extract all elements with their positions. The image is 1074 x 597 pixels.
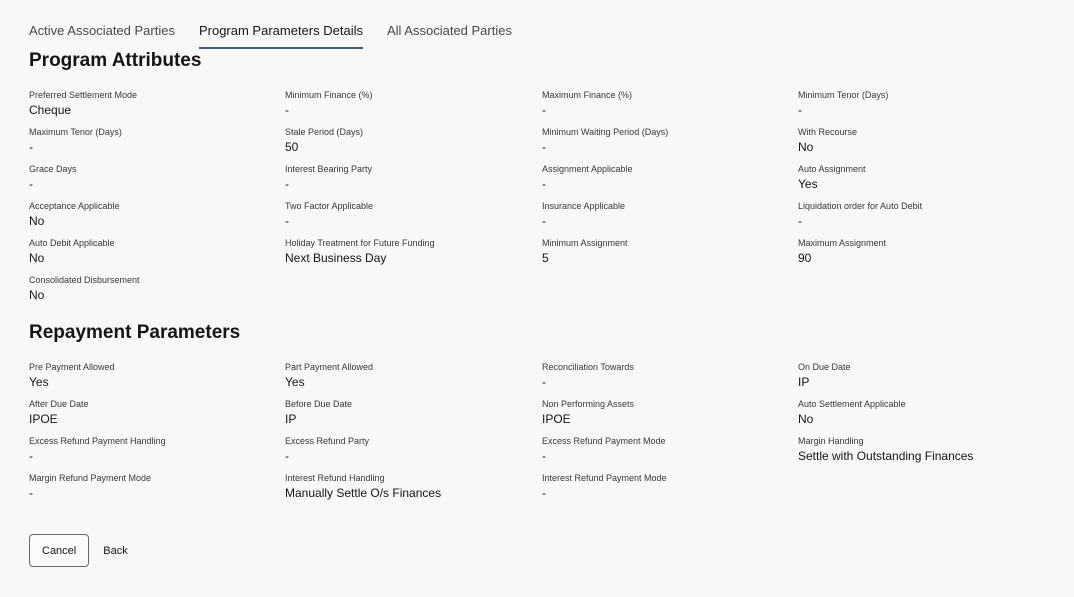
field-grace-days [29, 164, 285, 194]
field-excess-refund-party [285, 436, 542, 466]
field-label: Non Performing Assets [542, 399, 635, 409]
field-label: Before Due Date [285, 399, 353, 409]
field-maximum-tenor [29, 127, 285, 157]
field-label: Auto Debit Applicable [29, 238, 115, 248]
field-label: Maximum Tenor (Days) [29, 127, 122, 137]
field-value: No [29, 214, 45, 228]
field-value: - [542, 486, 546, 500]
tab-active-associated-parties[interactable]: Active Associated Parties [29, 23, 175, 38]
field-margin-handling [798, 436, 1074, 466]
field-on-due-date [798, 362, 1074, 392]
field-interest-refund-payment-mode [542, 473, 798, 503]
field-label: Acceptance Applicable [29, 201, 120, 211]
field-label: Liquidation order for Auto Debit [798, 201, 923, 211]
field-interest-bearing-party [285, 164, 542, 194]
field-value: No [29, 251, 45, 265]
field-label: Maximum Assignment [798, 238, 887, 248]
field-assignment-applicable [542, 164, 798, 194]
field-label: Auto Settlement Applicable [798, 399, 906, 409]
field-label: Minimum Assignment [542, 238, 628, 248]
field-label: Minimum Tenor (Days) [798, 90, 889, 100]
field-before-due-date [285, 399, 542, 429]
field-value: IP [798, 375, 810, 389]
field-value: - [29, 140, 33, 154]
field-minimum-finance [285, 90, 542, 120]
repayment-parameters-grid [29, 362, 1074, 503]
field-auto-assignment [798, 164, 1074, 194]
field-with-recourse [798, 127, 1074, 157]
field-label: Consolidated Disbursement [29, 275, 140, 285]
field-label: Preferred Settlement Mode [29, 90, 138, 100]
field-value: No [798, 412, 814, 426]
field-after-due-date [29, 399, 285, 429]
field-label: Part Payment Allowed [285, 362, 374, 372]
field-value: Cheque [29, 103, 72, 117]
field-value: 50 [285, 140, 299, 154]
back-button[interactable]: Back [103, 544, 128, 557]
field-label: Margin Handling [798, 436, 864, 446]
field-label: Auto Assignment [798, 164, 866, 174]
field-value: - [542, 103, 546, 117]
tab-bar [29, 0, 512, 50]
field-value: - [285, 214, 289, 228]
field-label: On Due Date [798, 362, 851, 372]
field-label: With Recourse [798, 127, 858, 137]
section-title-program-attributes: Program Attributes [29, 50, 202, 71]
field-excess-refund-payment-mode [542, 436, 798, 466]
field-minimum-tenor [798, 90, 1074, 120]
tab-all-associated-parties[interactable]: All Associated Parties [386, 23, 512, 38]
field-holiday-treatment [285, 238, 542, 268]
field-label: Insurance Applicable [542, 201, 626, 211]
field-value: Yes [285, 375, 305, 389]
field-label: After Due Date [29, 399, 89, 409]
field-value: Manually Settle O/s Finances [285, 486, 442, 500]
field-value: 5 [542, 251, 549, 265]
field-value: - [798, 214, 802, 228]
field-label: Holiday Treatment for Future Funding [285, 238, 435, 248]
field-label: Minimum Waiting Period (Days) [542, 127, 669, 137]
field-value: No [29, 288, 45, 302]
field-acceptance-applicable [29, 201, 285, 231]
field-value: - [285, 103, 289, 117]
field-interest-refund-handling [285, 473, 542, 503]
cancel-button[interactable]: Cancel [29, 534, 89, 567]
field-excess-refund-payment-handling [29, 436, 285, 466]
section-title-repayment-parameters: Repayment Parameters [29, 322, 241, 343]
program-attributes-grid [29, 90, 1074, 305]
field-value: - [798, 103, 802, 117]
field-value: - [285, 177, 289, 191]
field-label: Excess Refund Payment Mode [542, 436, 666, 446]
field-value: - [542, 214, 546, 228]
field-auto-settlement-applicable [798, 399, 1074, 429]
field-value: - [542, 140, 546, 154]
field-value: IP [285, 412, 297, 426]
field-insurance-applicable [542, 201, 798, 231]
field-label: Excess Refund Payment Handling [29, 436, 166, 446]
field-value: - [542, 449, 546, 463]
field-label: Excess Refund Party [285, 436, 370, 446]
field-label: Reconciliation Towards [542, 362, 634, 372]
tab-program-parameters-details[interactable]: Program Parameters Details [199, 0, 363, 49]
field-consolidated-disbursement [29, 275, 285, 305]
field-value: - [29, 486, 33, 500]
field-minimum-assignment [542, 238, 798, 268]
field-label: Stale Period (Days) [285, 127, 364, 137]
field-value: - [29, 449, 33, 463]
field-two-factor-applicable [285, 201, 542, 231]
field-label: Grace Days [29, 164, 77, 174]
field-value: Settle with Outstanding Finances [798, 449, 974, 463]
field-reconciliation-towards [542, 362, 798, 392]
field-margin-refund-payment-mode [29, 473, 285, 503]
field-pre-payment-allowed [29, 362, 285, 392]
field-label: Pre Payment Allowed [29, 362, 115, 372]
field-value: 90 [798, 251, 812, 265]
field-value: IPOE [29, 412, 58, 426]
field-label: Margin Refund Payment Mode [29, 473, 152, 483]
field-label: Interest Refund Handling [285, 473, 385, 483]
field-maximum-assignment [798, 238, 1074, 268]
field-label: Maximum Finance (%) [542, 90, 633, 100]
field-value: - [542, 375, 546, 389]
field-preferred-settlement-mode [29, 90, 285, 120]
footer-actions [29, 534, 130, 567]
field-liquidation-order-auto-debit [798, 201, 1074, 231]
field-value: No [798, 140, 814, 154]
field-non-performing-assets [542, 399, 798, 429]
field-auto-debit-applicable [29, 238, 285, 268]
field-stale-period [285, 127, 542, 157]
field-value: Yes [29, 375, 49, 389]
field-value: - [285, 449, 289, 463]
field-label: Minimum Finance (%) [285, 90, 373, 100]
field-label: Assignment Applicable [542, 164, 633, 174]
field-label: Interest Refund Payment Mode [542, 473, 667, 483]
field-label: Interest Bearing Party [285, 164, 373, 174]
field-value: Yes [798, 177, 818, 191]
field-value: - [29, 177, 33, 191]
field-minimum-waiting-period [542, 127, 798, 157]
field-maximum-finance [542, 90, 798, 120]
field-value: IPOE [542, 412, 571, 426]
field-value: - [542, 177, 546, 191]
field-value: Next Business Day [285, 251, 387, 265]
field-part-payment-allowed [285, 362, 542, 392]
field-label: Two Factor Applicable [285, 201, 374, 211]
